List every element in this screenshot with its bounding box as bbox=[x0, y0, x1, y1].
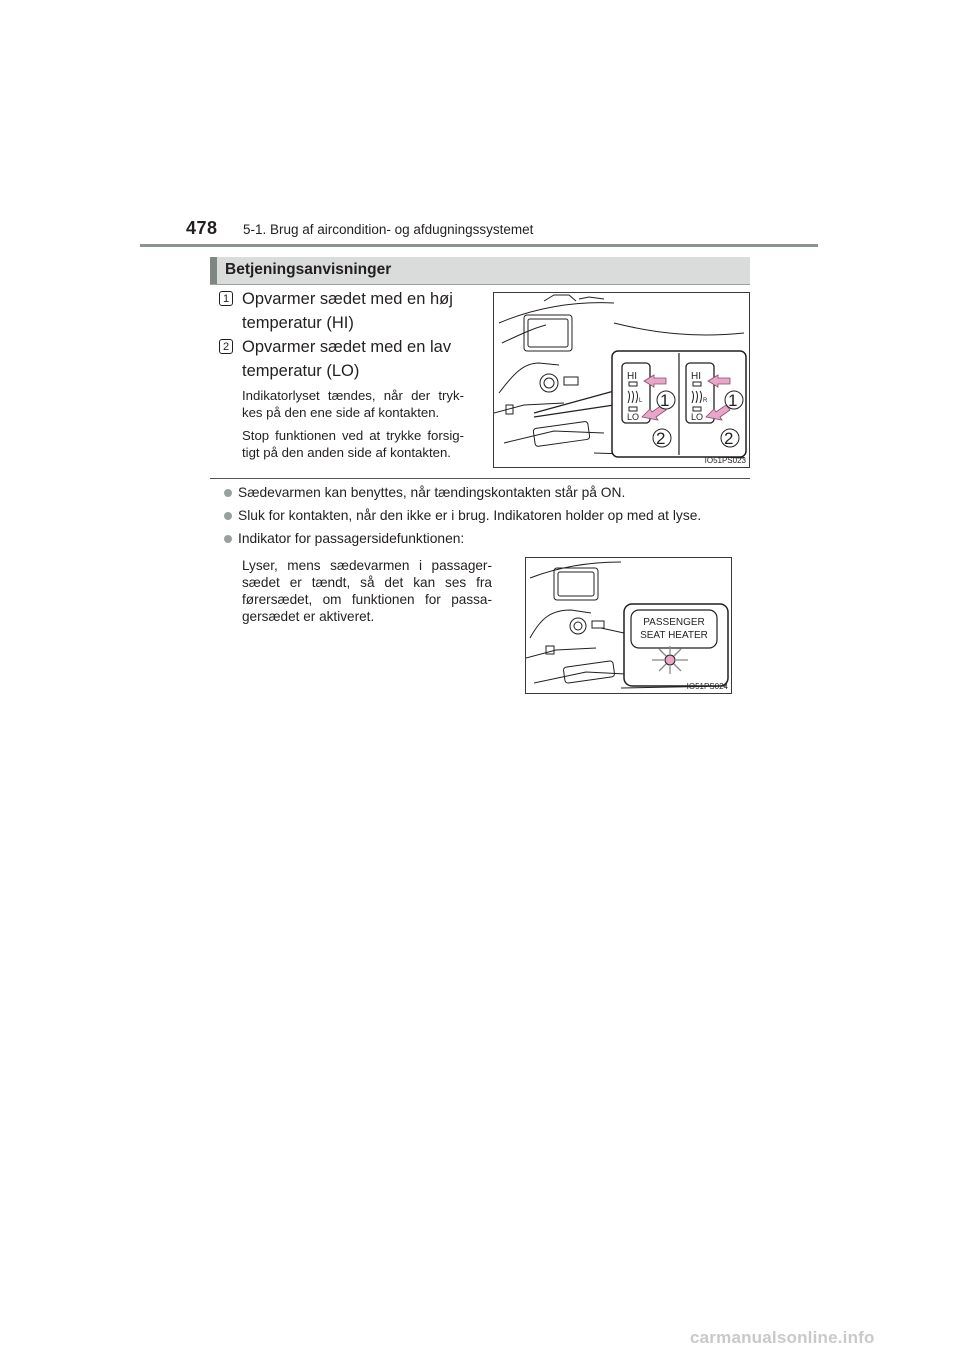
callout-number-1-right: 1 bbox=[728, 391, 738, 410]
item-1-line-2: temperatur (HI) bbox=[242, 314, 354, 332]
bullet-text-3: Indikator for passagersidefunktionen: bbox=[238, 531, 465, 546]
bullet-icon bbox=[224, 512, 232, 520]
watermark: carmanualsonline.info bbox=[690, 1328, 875, 1347]
bullet-text-1: Sædevarmen kan benyttes, når tændingskontakten står på ON. bbox=[238, 485, 626, 500]
item-2-text bbox=[242, 335, 464, 383]
switch-lo-label-left: LO bbox=[627, 412, 640, 422]
item-number-badge: 2 bbox=[219, 339, 233, 354]
callout-number-2-right: 2 bbox=[724, 429, 734, 448]
passenger-indicator-description: Lyser, mens sædevarmen i passager-sædet er tændt, så det kan ses fra førersædet, om funktionen for passa-gersædet er aktiveret. bbox=[242, 558, 492, 624]
item-2-line-2: temperatur (LO) bbox=[242, 362, 360, 380]
header-rule bbox=[140, 244, 818, 247]
section-separator bbox=[210, 478, 750, 479]
callout-number-2-left: 2 bbox=[656, 429, 666, 448]
bullet-icon bbox=[224, 489, 232, 497]
item-2-line-1: Opvarmer sædet med en lav bbox=[242, 338, 452, 356]
switch-right-marker: R bbox=[703, 398, 708, 404]
figure-code: IO51PS024 bbox=[686, 682, 728, 691]
section-heading-accent bbox=[210, 257, 217, 284]
bullet-icon bbox=[224, 535, 232, 543]
switch-lo-label-right: LO bbox=[691, 412, 704, 422]
switch-left-marker: L bbox=[639, 398, 643, 404]
item-1-text bbox=[242, 287, 464, 335]
indicator-label-line-2: SEAT HEATER bbox=[640, 630, 708, 641]
callout-number-1-left: 1 bbox=[660, 391, 670, 410]
page-number: 478 bbox=[186, 218, 218, 238]
switch-hi-label-right: HI bbox=[691, 371, 701, 382]
section-title: 5-1. Brug af aircondition- og afdugningssystemet bbox=[243, 222, 534, 237]
item-1-line-1: Opvarmer sædet med en høj bbox=[242, 290, 453, 308]
item-number-badge: 1 bbox=[219, 291, 233, 306]
switch-hi-label-left: HI bbox=[627, 371, 637, 382]
dashboard-switch-illustration bbox=[494, 293, 749, 467]
section-heading-rule bbox=[210, 284, 750, 285]
bullet-text-2: Sluk for kontakten, når den ikke er i brug. Indikatoren holder op med at lyse. bbox=[238, 508, 702, 523]
passenger-indicator-illustration bbox=[526, 558, 731, 693]
figure-code: IO51PS023 bbox=[704, 456, 746, 465]
section-heading: Betjeningsanvisninger bbox=[225, 261, 392, 278]
passenger-indicator-figure bbox=[525, 557, 732, 694]
note-stop-function: Stop funktionen ved at trykke forsig-tigt på den anden side af kontakten. bbox=[242, 428, 464, 460]
seat-heater-switch-figure bbox=[493, 292, 750, 468]
note-indicator-on: Indikatorlyset tændes, når der tryk-kes på den ene side af kontakten. bbox=[242, 388, 464, 420]
indicator-label-line-1: PASSENGER bbox=[643, 617, 705, 628]
